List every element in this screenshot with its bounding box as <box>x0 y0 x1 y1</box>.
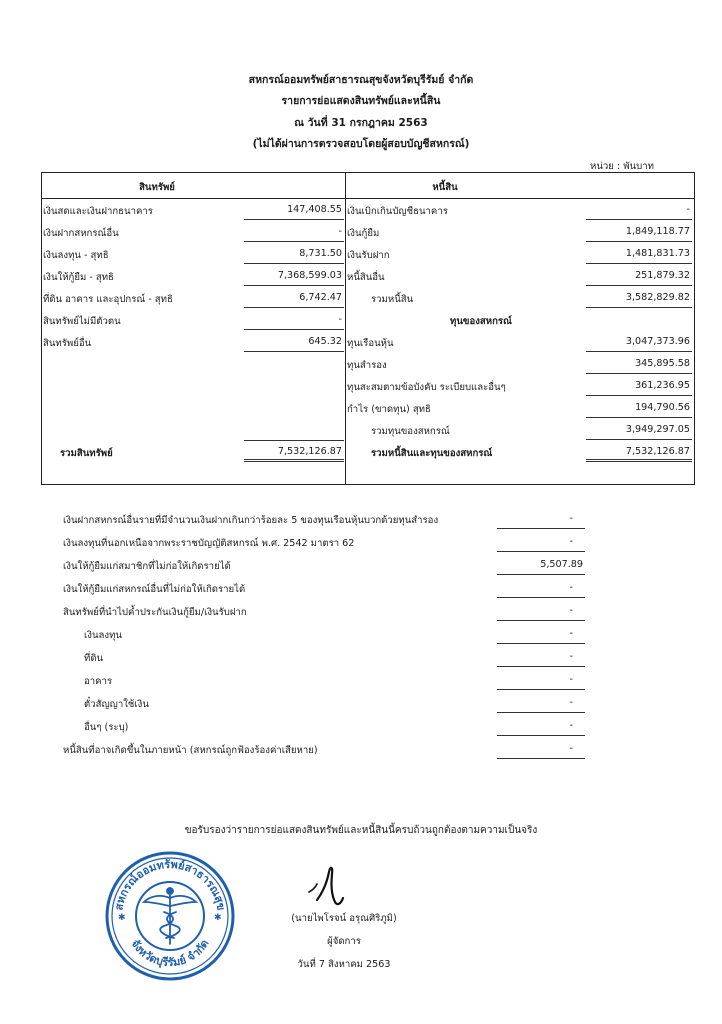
total-liabilities-value: 3,582,829.82 <box>625 292 690 303</box>
equity-heading: ทุนของสหกรณ์ <box>450 316 512 327</box>
equity-value: 3,047,373.96 <box>625 336 690 347</box>
equity-label: ทุนเรือนหุ้น <box>347 338 394 349</box>
note-label: เงินฝากสหกรณ์อื่นรายที่มีจำนวนเงินฝากเกินกว่าร้อยละ 5 ของทุนเรือนหุ้นบวกด้วยทุนสำรอง <box>63 515 439 526</box>
asset-value: - <box>338 314 342 325</box>
total-equity-label: รวมทุนของสหกรณ์ <box>371 426 450 437</box>
org-name: สหกรณ์ออมทรัพย์สาธารณสุขจังหวัดบุรีรัมย์ จำกัด <box>248 74 474 86</box>
note-value: - <box>569 674 573 685</box>
liability-label: เงินกู้ยืม <box>347 228 380 239</box>
total-assets-label: รวมสินทรัพย์ <box>60 448 113 459</box>
liability-value: 251,879.32 <box>635 270 690 281</box>
note-label: เงินลงทุน <box>84 630 122 641</box>
total-liabilities-equity-value: 7,532,126.87 <box>625 446 690 457</box>
note-value: - <box>569 743 573 754</box>
report-title: รายการย่อแสดงสินทรัพย์และหนี้สิน <box>281 95 441 107</box>
note-value: 5,507.89 <box>540 559 583 570</box>
note-label: สินทรัพย์ที่นำไปค้ำประกันเงินกู้ยืม/เงินรับฝาก <box>63 607 247 618</box>
note-label: ตั๋วสัญญาใช้เงิน <box>84 699 149 710</box>
note-label: เงินให้กู้ยืมแก่สหกรณ์อื่นที่ไม่ก่อให้เกิดรายได้ <box>63 584 246 595</box>
liabilities-heading: หนี้สิน <box>432 182 458 193</box>
asset-value: 645.32 <box>308 336 342 347</box>
svg-text:สหกรณ์ออมทรัพย์สาธารณสุข: สหกรณ์ออมทรัพย์สาธารณสุข <box>112 857 228 912</box>
liability-value: 1,849,118.77 <box>625 226 690 237</box>
note-value: - <box>569 513 573 524</box>
asset-value: 7,368,599.03 <box>277 270 342 281</box>
svg-text:✱: ✱ <box>118 913 126 923</box>
svg-text:จังหวัดบุรีรัมย์ จำกัด: จังหวัดบุรีรัมย์ จำกัด <box>128 937 212 970</box>
equity-value: 361,236.95 <box>635 380 690 391</box>
total-liabilities-label: รวมหนี้สิน <box>371 294 414 305</box>
note-label: เงินลงทุนที่นอกเหนือจากพระราชบัญญัติสหกรณ์ พ.ศ. 2542 มาตรา 62 <box>63 538 355 549</box>
note-value: - <box>569 651 573 662</box>
asset-label: สินทรัพย์ไม่มีตัวตน <box>43 316 121 327</box>
liability-label: เงินรับฝาก <box>347 250 390 261</box>
equity-label: ทุนสำรอง <box>347 360 387 371</box>
note-label: เงินให้กู้ยืมแก่สมาชิกที่ไม่ก่อให้เกิดรายได้ <box>63 561 231 572</box>
asset-label: เงินให้กู้ยืม - สุทธิ <box>43 272 114 283</box>
liability-label: เงินเบิกเกินบัญชีธนาคาร <box>347 206 448 217</box>
report-date: ณ วันที่ 31 กรกฎาคม 2563 <box>294 117 428 129</box>
signer-date: วันที่ 7 สิงหาคม 2563 <box>297 959 391 970</box>
note-label: อาคาร <box>84 676 113 687</box>
total-assets-value: 7,532,126.87 <box>277 446 342 457</box>
note-value: - <box>569 697 573 708</box>
equity-label: ทุนสะสมตามข้อบังคับ ระเบียบและอื่นๆ <box>347 382 506 393</box>
asset-value: 6,742.47 <box>299 292 342 303</box>
liability-value: - <box>686 204 690 215</box>
asset-label: เงินลงทุน - สุทธิ <box>43 250 109 261</box>
svg-text:✱: ✱ <box>214 913 222 923</box>
asset-value: - <box>338 226 342 237</box>
note-label: หนี้สินที่อาจเกิดขึ้นในภายหน้า (สหกรณ์ถูกฟ้องร้องค่าเสียหาย) <box>63 745 318 756</box>
note-value: - <box>569 582 573 593</box>
note-value: - <box>569 536 573 547</box>
asset-value: 147,408.55 <box>287 204 342 215</box>
note-value: - <box>569 720 573 731</box>
equity-value: 194,790.56 <box>635 402 690 413</box>
liability-label: หนี้สินอื่น <box>347 272 385 283</box>
note-value: - <box>569 605 573 616</box>
assets-heading: สินทรัพย์ <box>139 182 175 193</box>
unit-label: หน่วย : พันบาท <box>590 161 654 172</box>
note-label: อื่นๆ (ระบุ) <box>84 722 129 733</box>
official-seal <box>104 850 236 982</box>
liability-value: 1,481,831.73 <box>625 248 690 259</box>
asset-label: สินทรัพย์อื่น <box>43 338 92 349</box>
certification-text: ขอรับรองว่ารายการย่อแสดงสินทรัพย์และหนี้สินนี้ครบถ้วนถูกต้องตามความเป็นจริง <box>184 825 538 836</box>
asset-value: 8,731.50 <box>299 248 342 259</box>
asset-label: ที่ดิน อาคาร และอุปกรณ์ - สุทธิ <box>43 294 173 305</box>
signer-name: (นายไพโรจน์ อรุณศิริภูมิ) <box>291 913 397 924</box>
note-label: ที่ดิน <box>84 653 104 664</box>
asset-label: เงินฝากสหกรณ์อื่น <box>43 228 119 239</box>
total-liabilities-equity-label: รวมหนี้สินและทุนของสหกรณ์ <box>371 448 493 459</box>
signature-mark <box>305 862 365 912</box>
asset-label: เงินสดและเงินฝากธนาคาร <box>43 206 153 217</box>
equity-label: กำไร (ขาดทุน) สุทธิ <box>347 404 431 415</box>
note-value: - <box>569 628 573 639</box>
signer-position: ผู้จัดการ <box>327 936 361 947</box>
audit-note: (ไม่ได้ผ่านการตรวจสอบโดยผู้สอบบัญชีสหกรณ์) <box>252 138 470 150</box>
total-equity-value: 3,949,297.05 <box>625 424 690 435</box>
equity-value: 345,895.58 <box>635 358 690 369</box>
